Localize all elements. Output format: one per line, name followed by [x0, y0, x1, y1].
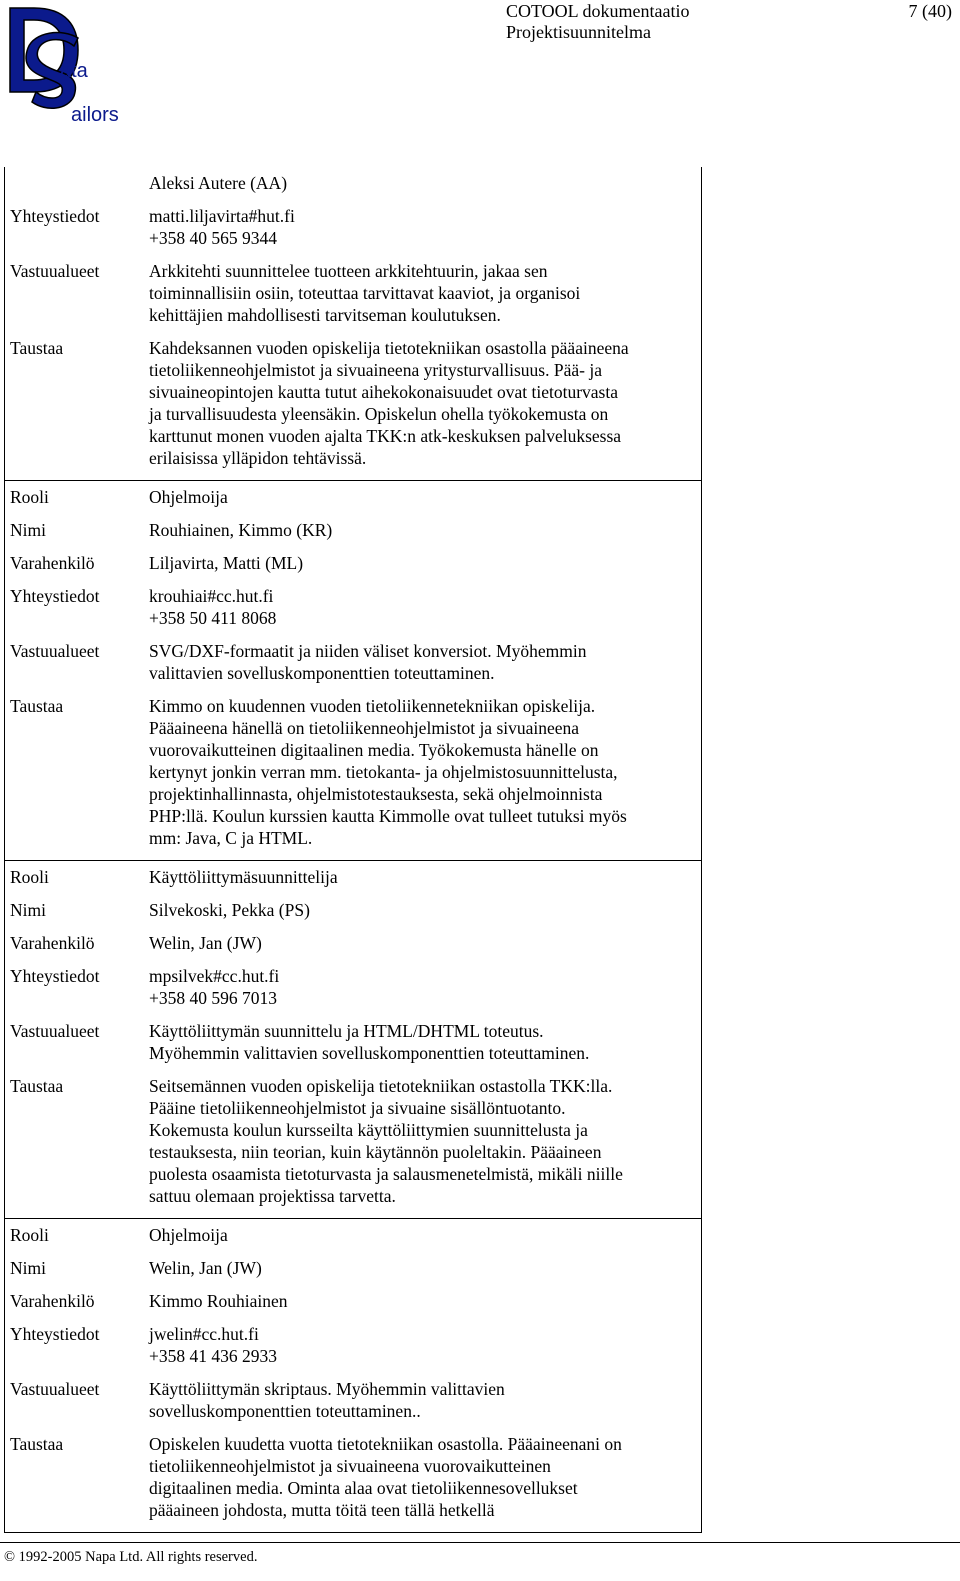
value-line: mpsilvek#cc.hut.fi — [149, 966, 280, 986]
table-row — [5, 337, 701, 480]
row-value — [149, 337, 701, 469]
value-line: Rouhiainen, Kimmo (KR) — [149, 520, 333, 540]
person-block — [5, 861, 701, 1219]
table-row — [5, 167, 701, 205]
row-value — [149, 965, 701, 1009]
value-line: Ohjelmoija — [149, 487, 228, 507]
row-label: Yhteystiedot — [10, 966, 100, 986]
row-label: Yhteystiedot — [10, 586, 100, 606]
row-label: Varahenkilö — [10, 1291, 95, 1311]
value-line: sattuu olemaan projektissa tarvetta. — [149, 1186, 396, 1206]
value-line: Silvekoski, Pekka (PS) — [149, 900, 310, 920]
row-value — [149, 1020, 701, 1064]
value-line: puolesta osaamista tietoturvasta ja salausmenetelmistä, mikäli niille — [149, 1164, 623, 1184]
row-value — [149, 552, 701, 574]
value-line: Kahdeksannen vuoden opiskelija tietotekniikan osastolla pääaineena — [149, 338, 629, 358]
row-label: Yhteystiedot — [10, 206, 100, 226]
value-line: Myöhemmin valittavien sovelluskomponenttien toteuttaminen. — [149, 1043, 590, 1063]
value-line: Kimmo Rouhiainen — [149, 1291, 288, 1311]
value-line: karttunut monen vuoden ajalta TKK:n atk-keskuksen palveluksessa — [149, 426, 622, 446]
table-row — [5, 1378, 701, 1433]
row-value — [149, 695, 701, 849]
table-row — [5, 481, 701, 519]
table-row — [5, 1219, 701, 1257]
row-value — [149, 172, 701, 194]
value-line: matti.liljavirta#hut.fi — [149, 206, 295, 226]
row-value — [149, 1290, 701, 1312]
value-line: sivuaineopintojen kautta tutut aihekokonaisuudet ovat tietoturvasta — [149, 382, 618, 402]
logo-text-ata: ata — [60, 60, 88, 82]
row-label — [5, 172, 149, 194]
value-line: Opiskelen kuudetta vuotta tietotekniikan osastolla. Pääaineenani on — [149, 1434, 622, 1454]
value-line: Ohjelmoija — [149, 1225, 228, 1245]
row-label: Nimi — [10, 1258, 46, 1278]
value-line: Welin, Jan (JW) — [149, 933, 262, 953]
value-line: toiminnallisiin osiin, toteuttaa tarvittavat kaaviot, ja organisoi — [149, 283, 581, 303]
row-value — [149, 486, 701, 508]
value-line: tietoliikenneohjelmistot ja sivuaineena yritysturvallisuus. Pää- ja — [149, 360, 602, 380]
value-line: kertynyt jonkin verran mm. tietokanta- ja ohjelmistosuunnittelusta, — [149, 762, 618, 782]
value-line: erilaisissa ylläpidon tehtävissä. — [149, 448, 367, 468]
row-value — [149, 866, 701, 888]
value-line: ja turvallisuudesta yleensäkin. Opiskelun ohella työkokemusta on — [149, 404, 609, 424]
row-value — [149, 519, 701, 541]
row-value — [149, 1224, 701, 1246]
value-line: Welin, Jan (JW) — [149, 1258, 262, 1278]
table-row — [5, 1257, 701, 1290]
table-row — [5, 1433, 701, 1532]
value-line: sovelluskomponenttien toteuttaminen.. — [149, 1401, 421, 1421]
value-line: Aleksi Autere (AA) — [149, 173, 288, 193]
person-block — [5, 1219, 701, 1532]
table-row — [5, 205, 701, 260]
row-value — [149, 1075, 701, 1207]
row-label: Vastuualueet — [10, 1021, 100, 1041]
table-row — [5, 552, 701, 585]
value-line: pääaineen johdosta, mutta töitä teen tällä hetkellä — [149, 1500, 495, 1520]
table-row — [5, 695, 701, 860]
row-label: Nimi — [10, 520, 46, 540]
value-line: vuorovaikutteinen digitaalinen media. Työkokemusta hänelle on — [149, 740, 599, 760]
row-label: Vastuualueet — [10, 1379, 100, 1399]
table-row — [5, 932, 701, 965]
row-value — [149, 205, 701, 249]
table-row — [5, 260, 701, 337]
table-row — [5, 585, 701, 640]
row-value — [149, 1433, 701, 1521]
row-value — [149, 585, 701, 629]
table-row — [5, 899, 701, 932]
row-label: Taustaa — [10, 696, 64, 716]
value-line: jwelin#cc.hut.fi — [149, 1324, 259, 1344]
table-row — [5, 1075, 701, 1218]
document-subtitle: Projektisuunnitelma — [506, 22, 651, 42]
table-row — [5, 1020, 701, 1075]
footer-divider — [0, 1542, 960, 1543]
table-row — [5, 861, 701, 899]
value-line: Seitsemännen vuoden opiskelija tietotekniikan ostastolla TKK:lla. — [149, 1076, 613, 1096]
row-label: Yhteystiedot — [10, 1324, 100, 1344]
value-line: kehittäjien mahdollisesti tarvitseman koulutuksen. — [149, 305, 501, 325]
value-line: Kimmo on kuudennen vuoden tietoliikennetekniikan opiskelija. — [149, 696, 596, 716]
row-value — [149, 1378, 701, 1422]
page-number: 7 (40) — [908, 1, 952, 21]
row-label: Varahenkilö — [10, 553, 95, 573]
value-line: Käyttöliittymäsuunnittelija — [149, 867, 338, 887]
row-value — [149, 1257, 701, 1279]
value-line: tietoliikenneohjelmistot ja sivuaineena vuorovaikutteinen — [149, 1456, 551, 1476]
value-line: valittavien sovelluskomponenttien toteuttaminen. — [149, 663, 495, 683]
row-label: Rooli — [10, 487, 49, 507]
table-row — [5, 640, 701, 695]
company-logo — [4, 4, 134, 128]
value-line: mm: Java, C ja HTML. — [149, 828, 313, 848]
footer-copyright: © 1992-2005 Napa Ltd. All rights reserved. — [4, 1549, 258, 1565]
table-row — [5, 1290, 701, 1323]
row-label: Vastuualueet — [10, 261, 100, 281]
value-line: SVG/DXF-formaatit ja niiden väliset konversiot. Myöhemmin — [149, 641, 587, 661]
value-line: Käyttöliittymän suunnittelu ja HTML/DHTML toteutus. — [149, 1021, 544, 1041]
value-line: Pääaineena hänellä on tietoliikenneohjelmistot ja sivuaineena — [149, 718, 580, 738]
logo-text-ailors: ailors — [71, 104, 119, 126]
table-row — [5, 1323, 701, 1378]
value-line: Liljavirta, Matti (ML) — [149, 553, 304, 573]
personnel-table — [4, 167, 702, 1533]
row-label: Rooli — [10, 1225, 49, 1245]
value-line: +358 41 436 2933 — [149, 1346, 277, 1366]
row-label: Varahenkilö — [10, 933, 95, 953]
row-label: Rooli — [10, 867, 49, 887]
table-row — [5, 965, 701, 1020]
value-line: testauksesta, niin teorian, kuin käytännön puoleltakin. Pääaineen — [149, 1142, 602, 1162]
value-line: Käyttöliittymän skriptaus. Myöhemmin valittavien — [149, 1379, 505, 1399]
row-label: Nimi — [10, 900, 46, 920]
row-value — [149, 260, 701, 326]
value-line: Kokemusta koulun kursseilta käyttöliittymien suunnittelusta ja — [149, 1120, 588, 1140]
value-line: Pääine tietoliikenneohjelmistot ja sivuaine sisällöntuotanto. — [149, 1098, 566, 1118]
value-line: PHP:llä. Koulun kurssien kautta Kimmolle ovat tulleet tutuksi myös — [149, 806, 627, 826]
document-title: COTOOL dokumentaatio — [506, 1, 690, 21]
value-line: +358 40 596 7013 — [149, 988, 277, 1008]
row-value — [149, 899, 701, 921]
row-value — [149, 932, 701, 954]
row-label: Taustaa — [10, 1076, 64, 1096]
person-block — [5, 481, 701, 861]
row-label: Taustaa — [10, 338, 64, 358]
row-value — [149, 640, 701, 684]
value-line: projektinhallinnasta, ohjelmistotestauksesta, sekä ohjelmoinnista — [149, 784, 603, 804]
person-block — [5, 167, 701, 481]
value-line: +358 40 565 9344 — [149, 228, 277, 248]
value-line: +358 50 411 8068 — [149, 608, 277, 628]
row-label: Taustaa — [10, 1434, 64, 1454]
row-value — [149, 1323, 701, 1367]
value-line: Arkkitehti suunnittelee tuotteen arkkitehtuurin, jakaa sen — [149, 261, 548, 281]
row-label: Vastuualueet — [10, 641, 100, 661]
value-line: digitaalinen media. Ominta alaa ovat tietoliikennesovellukset — [149, 1478, 578, 1498]
table-row — [5, 519, 701, 552]
value-line: krouhiai#cc.hut.fi — [149, 586, 274, 606]
